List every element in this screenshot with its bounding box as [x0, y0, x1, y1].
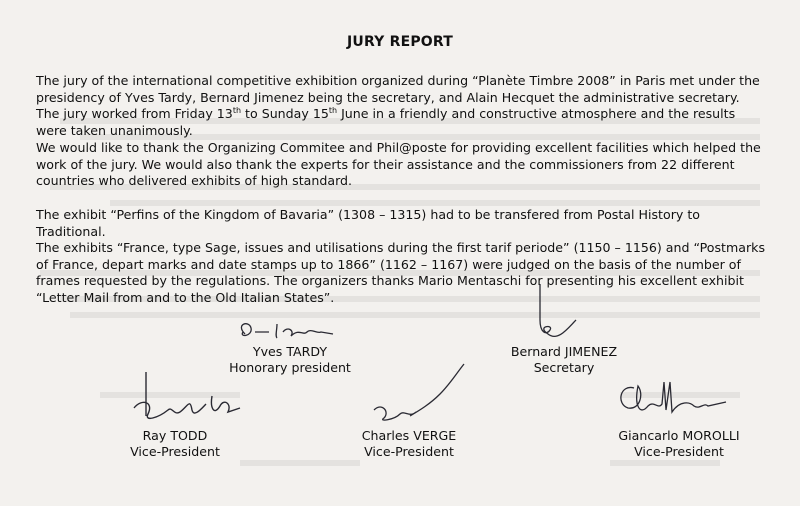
signatory-role: Vice-President — [130, 444, 220, 459]
signatory-role: Vice-President — [634, 444, 724, 459]
paragraph-transfer: The exhibit “Perfins of the Kingdom of Bavaria” (1308 – 1315) had to be transfered from Postal History to Traditional. — [36, 207, 700, 239]
signatory-role: Vice-President — [364, 444, 454, 459]
paragraph-intro — [36, 73, 766, 139]
paragraph-thanks: We would like to thank the Organizing Commitee and Phil@poste for providing excellent facilities which helped the work of the jury. We would also thank the experts for their assistance and the commissioners from 22 different countries who delivered exhibits of high standard. — [36, 140, 761, 189]
paragraph-intro-a: The jury of the international competitive exhibition organized during “Planète Timbre 2008” in Paris met under the presidency of Yves Tardy, Bernard Jimenez being the secretary, and Alain Hecquet the administrative secretary. The jury worked from Friday 13 — [36, 73, 760, 122]
ordinal-suffix: th — [328, 106, 338, 115]
signatory-name: Charles VERGE — [361, 428, 457, 443]
signatory-role: Honorary president — [229, 360, 351, 375]
signatory-verge — [334, 428, 484, 460]
paragraph-exhibits — [36, 207, 766, 307]
signatory-name: Giancarlo MOROLLI — [618, 428, 740, 443]
ordinal-suffix: th — [232, 106, 242, 115]
signatory-name: Bernard JIMENEZ — [510, 344, 618, 359]
document-title: JURY REPORT — [346, 34, 453, 50]
signatory-name: Yves TARDY — [252, 344, 328, 359]
signatory-todd — [110, 428, 240, 460]
signature-morolli — [608, 376, 738, 428]
paragraph-intro-c: June in a friendly and constructive atmosphere and the results were taken unanimously. — [36, 106, 736, 138]
signatory-name: Ray TODD — [142, 428, 208, 443]
paragraph-intro-b: to Sunday 15 — [241, 106, 329, 122]
signatory-jimenez — [484, 344, 644, 376]
signatory-tardy — [220, 344, 360, 376]
signatory-role: Secretary — [533, 360, 595, 375]
signature-todd — [128, 368, 268, 432]
paragraph-frames: The exhibits “France, type Sage, issues and utilisations during the first tarif periode” (1150 – 1156) and “Postmarks of France, depart marks and date stamps up to 1866” (1162 – 1167) were judged on the basis of the number of frames requested by the regulations. The organizers thanks Mario Mentaschi for presenting his excellent exhibit “Letter Mail from and to the Old Italian States”. — [36, 240, 766, 305]
signature-verge — [360, 360, 490, 430]
signatory-morolli — [594, 428, 764, 460]
